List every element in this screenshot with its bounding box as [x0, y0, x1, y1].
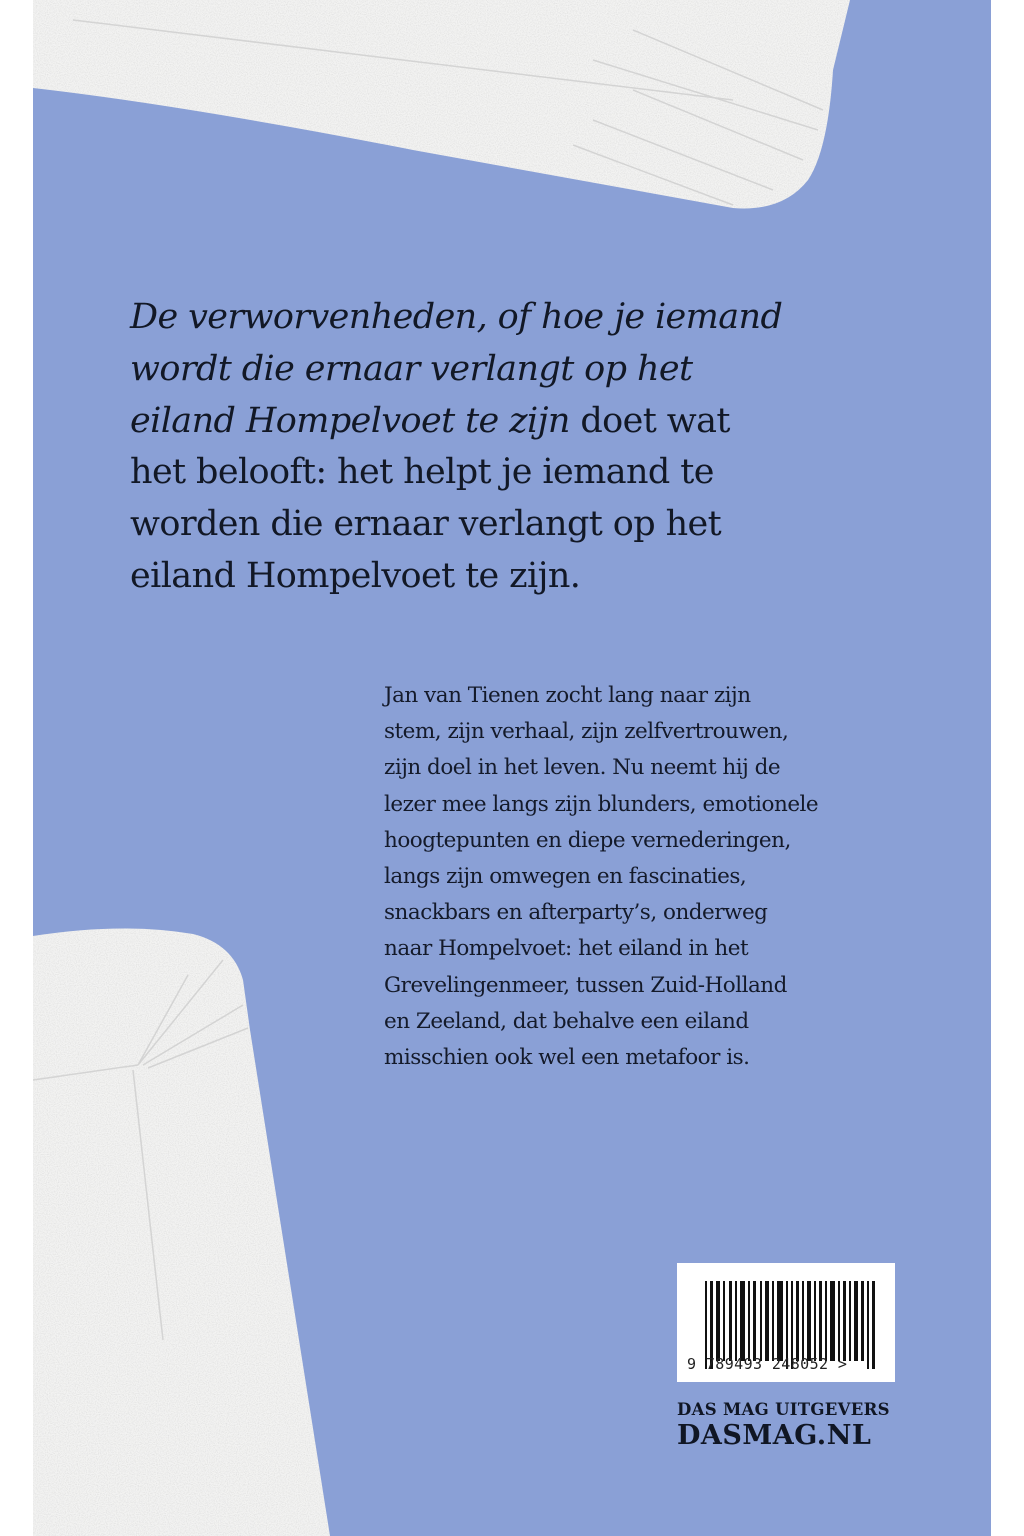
book-description: [384, 678, 924, 1076]
publisher-url: DASMAG.NL: [677, 1420, 872, 1451]
description-line: en Zeeland, dat behalve een eiland: [384, 1008, 749, 1034]
book-back-cover: [33, 0, 991, 1536]
blurb-line: eiland Hompelvoet te zijn doet wat: [130, 400, 730, 441]
blurb-line: het belooft: het helpt je iemand te: [130, 452, 714, 493]
blurb-line: wordt die ernaar verlangt op het: [130, 348, 693, 389]
blurb-line: worden die ernaar verlangt op het: [130, 504, 722, 545]
paper-shape-bottom: [33, 920, 353, 1536]
description-line: naar Hompelvoet: het eiland in het: [384, 936, 749, 962]
description-line: Grevelingenmeer, tussen Zuid-Holland: [384, 972, 787, 998]
description-line: snackbars en afterparty’s, onderweg: [384, 900, 768, 926]
blurb-quote: [130, 292, 850, 603]
description-line: Jan van Tienen zocht lang naar zijn: [384, 683, 751, 708]
description-line: hoogtepunten en diepe vernederingen,: [384, 827, 791, 853]
publisher-block: [677, 1400, 917, 1452]
blurb-line: De verworvenheden, of hoe je iemand: [130, 297, 783, 337]
paper-shape-top: [33, 0, 991, 240]
isbn-barcode: [677, 1263, 895, 1382]
description-line: stem, zijn verhaal, zijn zelfvertrouwen,: [384, 719, 789, 745]
barcode-digits: 9 789493 248052 >: [687, 1355, 848, 1373]
description-line: lezer mee langs zijn blunders, emotionele: [384, 791, 819, 817]
description-line: misschien ook wel een metafoor is.: [384, 1045, 750, 1071]
blurb-line: eiland Hompelvoet te zijn.: [130, 555, 581, 596]
description-line: langs zijn omwegen en fascinaties,: [384, 864, 747, 890]
description-line: zijn doel in het leven. Nu neemt hij de: [384, 755, 781, 781]
publisher-name: DAS MAG UITGEVERS: [677, 1400, 890, 1419]
